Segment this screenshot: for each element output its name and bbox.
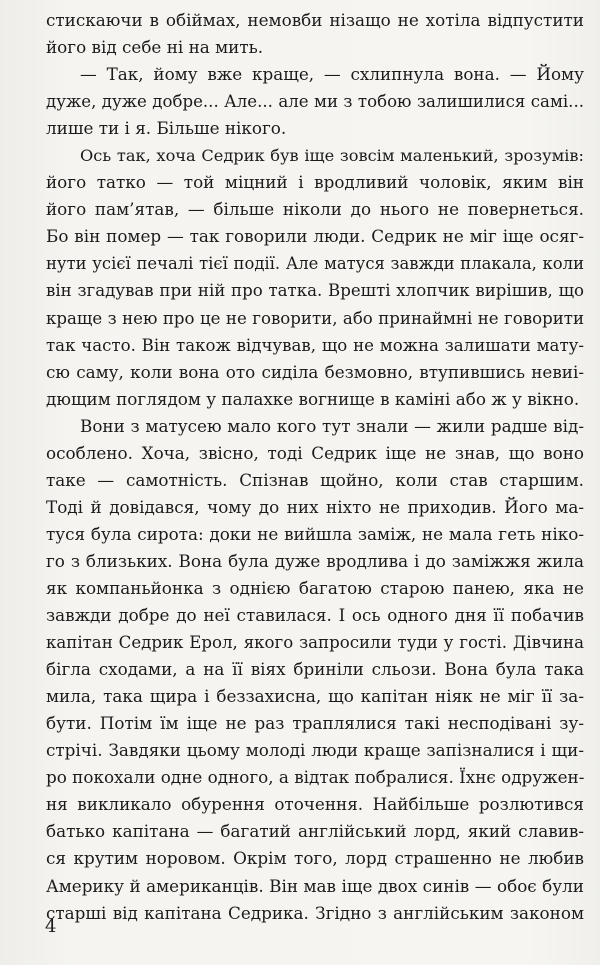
text-line: Бо він помер — так говорили люди. Седрик не міг іще осяг-	[46, 226, 584, 247]
text-line: його від себе ні на мить.	[46, 37, 264, 58]
text-line: стрічі. Завдяки цьому молоді люди краще запізналися і щи-	[46, 740, 584, 761]
text-line: стискаючи в обіймах, немовби нізащо не хотіла відпустити	[46, 10, 584, 30]
body-text	[46, 7, 584, 927]
text-line: бігла сходами, а на її віях бриніли сльози. Вона була така	[46, 659, 584, 680]
text-line: завжди добре до неї ставилася. І ось одного дня її побачив	[46, 605, 584, 626]
text-line: старші від капітана Седрика. Згідно з англійським законом	[46, 902, 584, 923]
text-line: дуже, дуже добре... Але... але ми з тобою залишилися самі...	[46, 92, 584, 112]
text-line: сю саму, коли вона ото сиділа безмовно, втупившись невиі-	[46, 361, 584, 382]
text-line: так часто. Він також відчував, що не можна залишати мату-	[46, 335, 584, 355]
text-line: — Так, йому вже краще, — схлипнула вона. — Йому	[80, 64, 584, 85]
text-line: капітан Седрик Ерол, якого запросили туди у гості. Дівчина	[46, 633, 584, 653]
text-line: туся була сирота: доки не вийшла заміж, не мала геть ніко-	[46, 523, 584, 544]
text-line: ро покохали одне одного, а відтак побралися. Їхнє одружен-	[46, 767, 585, 788]
text-line: особлено. Хоча, звісно, тоді Седрик іще не знав, що воно	[46, 442, 584, 463]
text-line: таке — самотність. Спізнав щойно, коли став старшим.	[46, 469, 584, 490]
text-line: батько капітана — багатий англійський лорд, який славив-	[46, 821, 584, 842]
text-line: бути. Потім їм іще не раз траплялися такі несподівані зу-	[46, 713, 584, 734]
text-line: краще з нею про це не говорити, або принаймні не говорити	[46, 308, 584, 328]
text-line: як компаньйонка з однією багатою старою панею, яка не	[46, 577, 584, 598]
page-number: 4	[45, 916, 57, 937]
text-line: нути усієї печалі тієї події. Але матуся завжди плакала, коли	[46, 254, 584, 274]
text-line: він згадував при ній про татка. Врешті хлопчик вирішив, що	[46, 281, 584, 301]
text-line: лише ти і я. Більше нікого.	[46, 118, 287, 139]
text-line: Тоді й довідався, чому до них ніхто не приходив. Його ма-	[46, 496, 584, 517]
text-line: його татко — той міцний і вродливий чоловік, яким він	[46, 172, 584, 193]
text-line: дющим поглядом у палахке вогнище в каміні або ж у вікно.	[46, 388, 580, 409]
text-line: го з близьких. Вона була дуже вродлива і до заміжжя жила	[46, 550, 584, 571]
text-line: ся крутим норовом. Окрім того, лорд страшенно не любив	[46, 848, 584, 869]
text-line: ня викликало обурення оточення. Найбільше розлютився	[46, 794, 584, 815]
text-line: його пам’ятав, — більше ніколи до нього не повернеться.	[46, 199, 584, 220]
text-line: мила, така щира і беззахисна, що капітан ніяк не міг її за-	[46, 686, 584, 707]
text-line: Ось так, хоча Седрик був іще зовсім маленький, зрозумів:	[80, 146, 584, 166]
text-line: Америку й американців. Він мав іще двох синів — обоє були	[46, 875, 584, 896]
text-line: Вони з матусею мало кого тут знали — жили радше від-	[80, 415, 584, 436]
